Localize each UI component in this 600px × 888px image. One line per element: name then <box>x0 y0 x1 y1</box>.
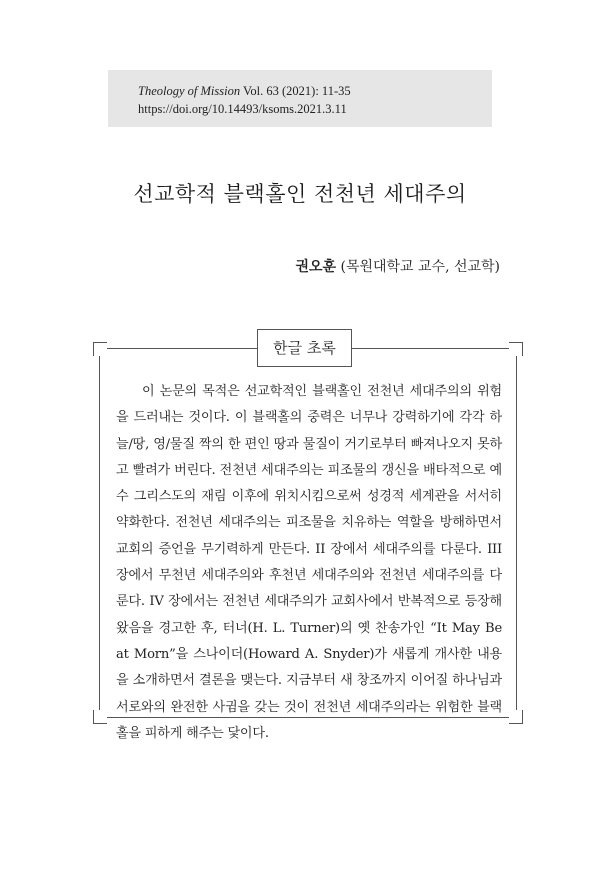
journal-volume-line <box>138 82 492 100</box>
abstract-box <box>99 339 517 741</box>
abstract-heading: 한글 초록 <box>257 329 352 367</box>
journal-name: Theology of Mission <box>138 84 241 98</box>
author-name: 권오훈 <box>295 259 337 275</box>
corner-decoration <box>509 342 523 356</box>
doi-link[interactable]: https://doi.org/10.14493/ksoms.2021.3.11 <box>138 102 347 116</box>
corner-decoration <box>93 710 107 724</box>
author-affiliation: (목원대학교 교수, 선교학) <box>340 259 500 275</box>
volume-info: Vol. 63 (2021): 11-35 <box>243 84 351 98</box>
abstract-text: 이 논문의 목적은 선교학적인 블랙홀인 전천년 세대주의의 위험을 드러내는 것이다. 이 블랙홀의 중력은 너무나 강력하기에 각각 하늘/땅, 영/물질 짝의 한 편인 땅과 물질이 거기로부터 빠져나오지 못하고 빨려가 버린다. 전천년 세대주의는 피조물의 갱신을 배타적으로 예수 그리스도의 재림 이후에 위치시킴으로써 성경적 세계관을 서서히 약화한다. 전천년 세대주의는 피조물을 치유하는 역할을 방해하면서 교회의 증언을 무기력하게 만든다. II 장에서 세대주의를 다룬다. III 장에서 무천년 세대주의와 후천년 세대주의와 전천년 세대주의를 다룬다. IV 장에서는 전천년 세대주의가 교회사에서 반복적으로 등장해왔음을 경고한 후, 터너(H. L. Turner)의 옛 찬송가인 “It May Be at Morn”을 스나이더(Howard A. Snyder)가 새롭게 개사한 내용을 소개하면서 결론을 맺는다. 지금부터 새 창조까지 이어질 하나님과 서로와의 완전한 사귐을 갖는 것이 전천년 세대주의라는 위험한 블랙홀을 피하게 해주는 닻이다. <box>116 384 502 741</box>
author-line <box>295 256 500 276</box>
corner-decoration <box>93 342 107 356</box>
paper-title: 선교학적 블랙홀인 전천년 세대주의 <box>133 182 467 206</box>
corner-decoration <box>509 710 523 724</box>
journal-citation-box <box>108 70 492 127</box>
